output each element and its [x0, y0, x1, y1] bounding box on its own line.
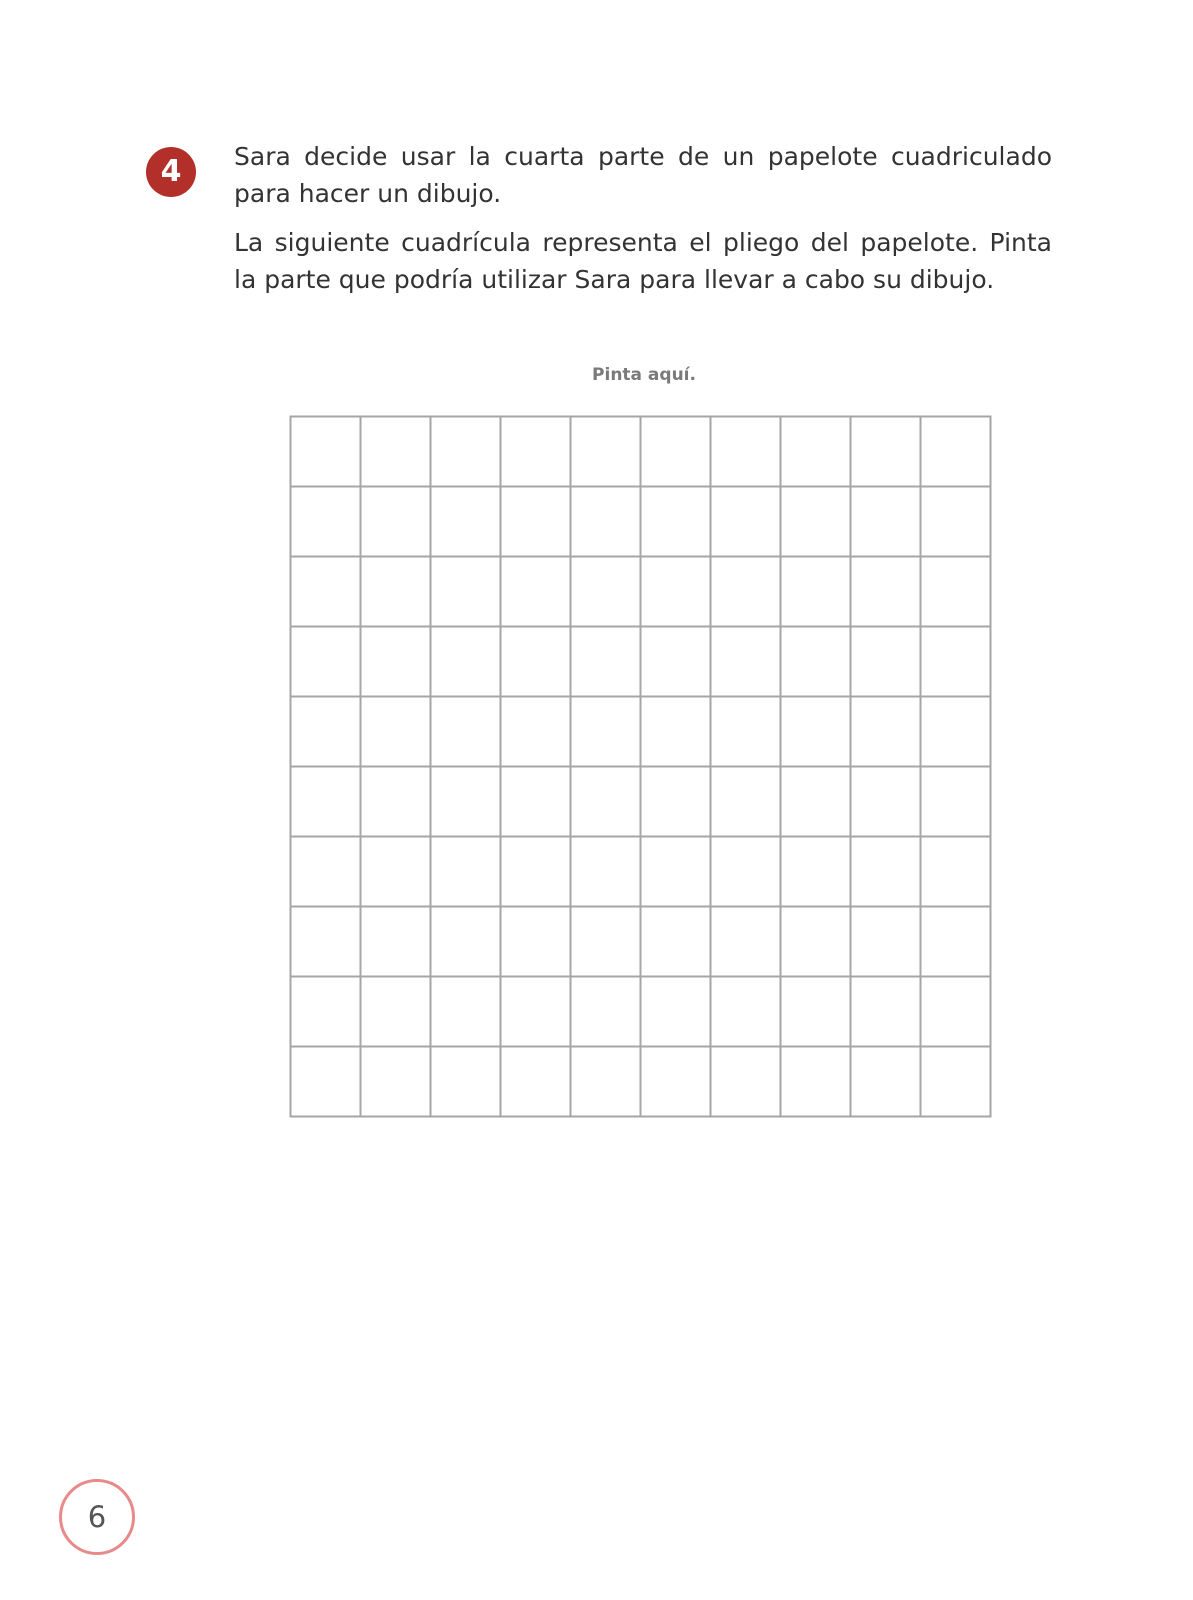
grid-cell[interactable]	[361, 837, 431, 907]
grid-cell[interactable]	[501, 977, 571, 1047]
grid-cell[interactable]	[501, 487, 571, 557]
grid-cell[interactable]	[291, 907, 361, 977]
grid-cell[interactable]	[501, 907, 571, 977]
grid-cell[interactable]	[711, 977, 781, 1047]
grid-cell[interactable]	[431, 417, 501, 487]
grid-cell[interactable]	[921, 767, 991, 837]
grid-cell[interactable]	[921, 697, 991, 767]
question-paragraph-2: La siguiente cuadrícula representa el pliego del papelote. Pinta la parte que podría utilizar Sara para llevar a cabo su dibujo.	[234, 228, 1052, 294]
grid-cell[interactable]	[291, 697, 361, 767]
grid-cell[interactable]	[641, 1047, 711, 1117]
grid-cell[interactable]	[711, 1047, 781, 1117]
grid-cell[interactable]	[781, 627, 851, 697]
grid-cell[interactable]	[501, 697, 571, 767]
grid-cell[interactable]	[361, 417, 431, 487]
grid-cell[interactable]	[431, 627, 501, 697]
grid-cell[interactable]	[291, 977, 361, 1047]
grid-cell[interactable]	[361, 697, 431, 767]
paint-grid[interactable]	[289, 415, 992, 1118]
grid-cell[interactable]	[921, 837, 991, 907]
grid-cell[interactable]	[921, 557, 991, 627]
grid-cell[interactable]	[431, 907, 501, 977]
grid-cell[interactable]	[921, 487, 991, 557]
grid-cell[interactable]	[571, 977, 641, 1047]
grid-cell[interactable]	[291, 767, 361, 837]
grid-cell[interactable]	[711, 767, 781, 837]
grid-cell[interactable]	[291, 417, 361, 487]
grid-cell[interactable]	[501, 627, 571, 697]
grid-cell[interactable]	[641, 767, 711, 837]
grid-cell[interactable]	[781, 837, 851, 907]
grid-cell[interactable]	[291, 627, 361, 697]
grid-cell[interactable]	[571, 487, 641, 557]
grid-cell[interactable]	[431, 1047, 501, 1117]
grid-cell[interactable]	[781, 697, 851, 767]
grid-cell[interactable]	[501, 837, 571, 907]
grid-cell[interactable]	[921, 907, 991, 977]
grid-cell[interactable]	[641, 417, 711, 487]
grid-cell[interactable]	[291, 837, 361, 907]
grid-cell[interactable]	[641, 837, 711, 907]
grid-cell[interactable]	[641, 907, 711, 977]
grid-cell[interactable]	[711, 557, 781, 627]
grid-cell[interactable]	[361, 767, 431, 837]
grid-cell[interactable]	[501, 767, 571, 837]
grid-cell[interactable]	[431, 977, 501, 1047]
grid-cell[interactable]	[711, 417, 781, 487]
grid-cell[interactable]	[711, 837, 781, 907]
grid-cell[interactable]	[711, 697, 781, 767]
grid-cell[interactable]	[851, 767, 921, 837]
grid-cell[interactable]	[711, 487, 781, 557]
grid-cell[interactable]	[781, 487, 851, 557]
grid-cell[interactable]	[291, 1047, 361, 1117]
grid-cell[interactable]	[571, 697, 641, 767]
grid-cell[interactable]	[361, 557, 431, 627]
grid-cell[interactable]	[571, 767, 641, 837]
grid-cell[interactable]	[641, 487, 711, 557]
grid-cell[interactable]	[571, 557, 641, 627]
grid-cell[interactable]	[851, 1047, 921, 1117]
grid-cell[interactable]	[921, 977, 991, 1047]
grid-cell[interactable]	[361, 487, 431, 557]
grid-cell[interactable]	[851, 697, 921, 767]
grid-cell[interactable]	[571, 627, 641, 697]
question-number-badge: 4	[146, 147, 196, 197]
grid-cell[interactable]	[501, 1047, 571, 1117]
grid-cell[interactable]	[921, 417, 991, 487]
grid-cell[interactable]	[711, 907, 781, 977]
grid-cell[interactable]	[571, 837, 641, 907]
grid-cell[interactable]	[781, 1047, 851, 1117]
page-number: 6	[59, 1479, 135, 1555]
grid-cell[interactable]	[431, 557, 501, 627]
grid-cell[interactable]	[571, 1047, 641, 1117]
grid-cell[interactable]	[361, 907, 431, 977]
grid-cell[interactable]	[571, 907, 641, 977]
grid-cell[interactable]	[921, 627, 991, 697]
grid-cell[interactable]	[431, 837, 501, 907]
grid-cell[interactable]	[641, 627, 711, 697]
grid-cell[interactable]	[851, 977, 921, 1047]
grid-cell[interactable]	[851, 557, 921, 627]
grid-cell[interactable]	[781, 557, 851, 627]
grid-cell[interactable]	[641, 557, 711, 627]
grid-cell[interactable]	[641, 697, 711, 767]
question-text	[234, 138, 1052, 310]
grid-cell[interactable]	[361, 1047, 431, 1117]
grid-caption: Pinta aquí.	[592, 365, 696, 385]
grid-cell[interactable]	[361, 977, 431, 1047]
grid-cell[interactable]	[431, 767, 501, 837]
grid-cell[interactable]	[851, 837, 921, 907]
grid-cell[interactable]	[431, 697, 501, 767]
grid-cell[interactable]	[781, 767, 851, 837]
grid-cell[interactable]	[571, 417, 641, 487]
grid-cell[interactable]	[781, 417, 851, 487]
grid-cell[interactable]	[851, 417, 921, 487]
grid-cell[interactable]	[851, 487, 921, 557]
grid-cell[interactable]	[501, 417, 571, 487]
grid-cell[interactable]	[921, 1047, 991, 1117]
grid-cell[interactable]	[851, 907, 921, 977]
grid-cell[interactable]	[781, 907, 851, 977]
grid-cell[interactable]	[291, 487, 361, 557]
grid-cell[interactable]	[431, 487, 501, 557]
grid-cell[interactable]	[711, 627, 781, 697]
question-paragraph-1: Sara decide usar la cuarta parte de un papelote cuadriculado para hacer un dibujo.	[234, 142, 1052, 208]
grid-cell[interactable]	[291, 557, 361, 627]
grid-cell[interactable]	[501, 557, 571, 627]
grid-cell[interactable]	[361, 627, 431, 697]
grid-cell[interactable]	[781, 977, 851, 1047]
grid-cell[interactable]	[851, 627, 921, 697]
grid-cell[interactable]	[641, 977, 711, 1047]
